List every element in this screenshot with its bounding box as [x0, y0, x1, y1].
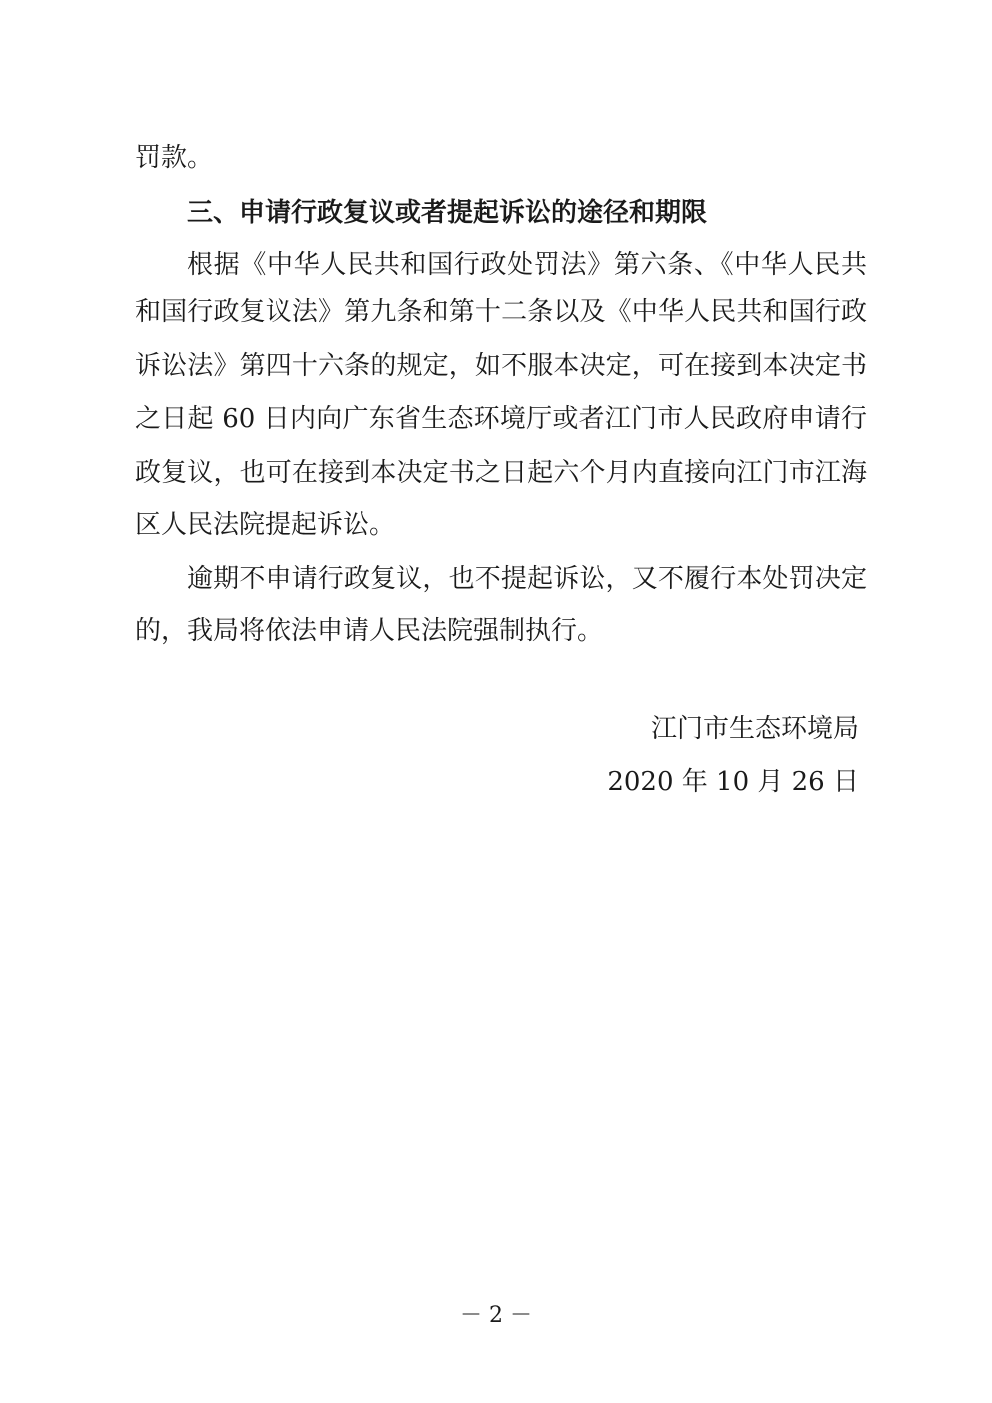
paragraph-line: 诉讼法》第四十六条的规定，如不服本决定，可在接到本决定书: [135, 351, 867, 381]
paragraph-line: 和国行政复议法》第九条和第十二条以及《中华人民共和国行政: [135, 297, 867, 327]
paragraph-continuation: 罚款。: [135, 143, 214, 173]
section-heading: 三、申请行政复议或者提起诉讼的途径和期限: [187, 198, 708, 228]
paragraph-line: 之日起 60 日内向广东省生态环境厅或者江门市人民政府申请行: [135, 404, 867, 434]
paragraph-line: 区人民法院提起诉讼。: [135, 510, 396, 540]
paragraph-line: 根据《中华人民共和国行政处罚法》第六条、《中华人民共: [187, 250, 867, 280]
signature-date: 2020 年 10 月 26 日: [607, 767, 859, 797]
paragraph-line: 政复议，也可在接到本决定书之日起六个月内直接向江门市江海: [135, 458, 867, 488]
paragraph-line: 的，我局将依法申请人民法院强制执行。: [135, 616, 604, 646]
signature-org: 江门市生态环境局: [650, 714, 859, 744]
paragraph-line: 逾期不申请行政复议，也不提起诉讼，又不履行本处罚决定: [187, 564, 867, 594]
page-number: － 2 －: [460, 1303, 532, 1328]
